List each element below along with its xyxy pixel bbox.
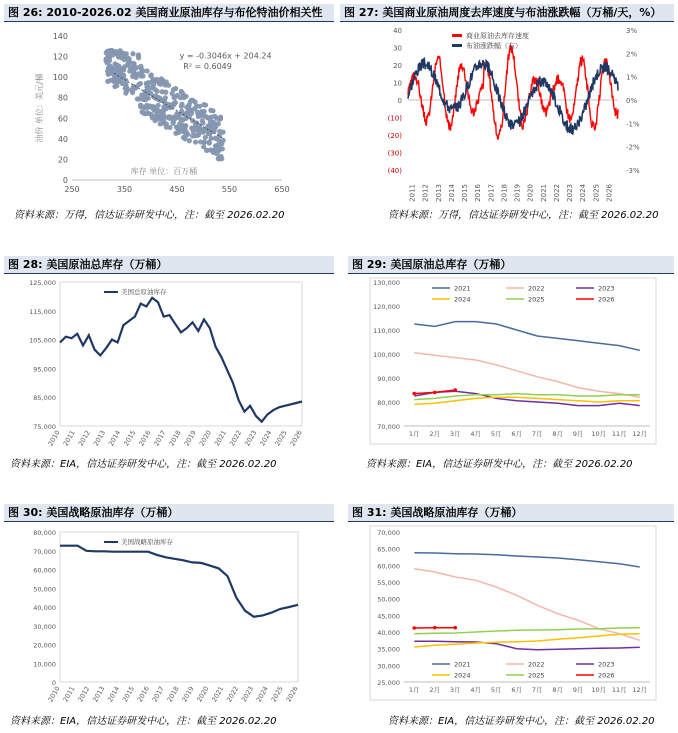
x-tick-label: 2021 <box>210 685 226 704</box>
legend-label: 2026 <box>598 295 615 304</box>
y-tick-label: 70,000 <box>377 529 400 537</box>
chart-31 <box>348 524 674 708</box>
x-tick-label: 7月 <box>531 686 543 694</box>
scatter-point <box>179 89 184 94</box>
x-tick-label: 2月 <box>429 686 441 694</box>
scatter-point <box>111 79 116 84</box>
x-tick-label: 2012 <box>76 685 92 704</box>
series-line-2023 <box>414 641 640 649</box>
scatter-point <box>140 73 145 78</box>
y-tick-label: 40,000 <box>33 604 56 612</box>
scatter-point <box>125 86 130 91</box>
scatter-point <box>182 127 187 132</box>
y-tick-label: 20,000 <box>33 641 56 650</box>
y-tick-label: 60,000 <box>33 566 56 575</box>
y-tick-label: 115,000 <box>29 307 56 316</box>
x-tick-label: 2017 <box>152 429 168 448</box>
x-tick-label: 550 <box>221 185 238 194</box>
legend-label: 2021 <box>454 660 471 669</box>
series-line-2025 <box>414 394 640 400</box>
x-tick-label: 2012 <box>421 184 430 202</box>
scatter-point <box>106 68 111 73</box>
x-tick-label: 9月 <box>572 430 584 438</box>
scatter-point <box>156 112 161 117</box>
scatter-point <box>117 53 122 58</box>
trend-equation: y = -0.3046x + 204.24 <box>179 51 272 61</box>
scatter-point <box>219 141 224 146</box>
x-tick-label: 10月 <box>591 686 607 694</box>
scatter-point <box>185 132 190 137</box>
scatter-point <box>164 79 169 84</box>
x-tick-label: 2021 <box>539 184 548 202</box>
x-tick-label: 2022 <box>552 184 561 202</box>
y-tick-label: 120,000 <box>373 303 400 311</box>
y-tick-label: 75,000 <box>33 423 56 431</box>
y2-tick-label: -1% <box>626 120 640 129</box>
series-marker-2026 <box>433 391 437 395</box>
x-tick-label: 2026 <box>284 685 300 704</box>
y-tick-label: 30,000 <box>33 622 56 631</box>
scatter-point <box>168 105 173 110</box>
figure-31-source: 资料来源：EIA，信达证券研发中心，注：截至 2026.02.20 <box>388 716 655 727</box>
x-tick-label: 2020 <box>195 685 211 704</box>
scatter-point <box>207 140 212 145</box>
x-tick-label: 2015 <box>120 685 137 704</box>
x-tick-label: 2020 <box>526 184 535 202</box>
figure-29-title: 图 29: 美国原油总库存（万桶） <box>348 256 674 274</box>
x-tick-label: 2018 <box>165 685 181 704</box>
y-tick-label: 80,000 <box>33 529 56 537</box>
scatter-point <box>210 108 215 113</box>
y-tick-label: 40 <box>393 27 402 35</box>
legend-label: 商业原油去库存速度 <box>466 32 529 40</box>
y-tick-label: 0 <box>397 97 402 105</box>
y-tick-label: 110,000 <box>373 327 400 335</box>
x-tick-label: 2017 <box>487 184 496 202</box>
y-tick-label: 60 <box>57 114 68 124</box>
x-tick-label: 2015 <box>461 184 470 202</box>
legend-label: 2025 <box>528 671 545 680</box>
scatter-point <box>121 67 126 72</box>
y-tick-label: 40,000 <box>377 629 400 637</box>
x-tick-label: 2023 <box>566 184 575 202</box>
x-tick-label: 2019 <box>182 429 198 448</box>
x-tick-label: 3月 <box>449 430 461 438</box>
series-marker-2026 <box>453 388 457 392</box>
legend-label: 美国战略原油库存 <box>121 538 173 546</box>
scatter-point <box>213 124 218 129</box>
y-tick-label: 60,000 <box>377 562 400 571</box>
scatter-point <box>178 95 183 100</box>
scatter-point <box>201 144 206 149</box>
scatter-point <box>143 89 148 94</box>
scatter-point <box>194 133 199 138</box>
figure-27-source: 资料来源：万得，信达证券研发中心，注：截至 2026.02.20 <box>388 210 659 221</box>
y-tick-label: 80 <box>57 93 68 103</box>
x-tick-label: 2014 <box>107 429 123 448</box>
y-tick-label: 65,000 <box>377 545 400 554</box>
x-tick-label: 12月 <box>632 430 648 438</box>
scatter-point <box>105 79 110 84</box>
x-tick-label: 2014 <box>447 184 456 202</box>
y2-tick-label: 0% <box>626 97 638 105</box>
figure-28-title: 图 28: 美国原油总库存（万桶） <box>4 256 334 274</box>
x-tick-label: 4月 <box>470 430 482 438</box>
scatter-point <box>158 121 163 126</box>
scatter-point <box>168 116 173 121</box>
scatter-point <box>174 130 179 135</box>
y-tick-label: 20 <box>393 62 402 70</box>
scatter-point <box>172 100 177 105</box>
y2-tick-label: 2% <box>626 50 638 59</box>
scatter-point <box>130 87 135 92</box>
scatter-point <box>192 126 197 131</box>
x-tick-label: 2021 <box>212 429 229 448</box>
legend-label: 2025 <box>528 295 545 304</box>
scatter-point <box>217 129 222 134</box>
figure-26-source: 资料来源：万得，信达证券研发中心，注：截至 2026.02.20 <box>14 210 285 221</box>
x-tick-label: 2010 <box>46 429 62 448</box>
x-tick-label: 10月 <box>591 430 607 438</box>
figure-29-source: 资料来源：EIA，信达证券研发中心，注：截至 2026.02.20 <box>366 459 633 470</box>
x-tick-label: 1月 <box>408 430 420 438</box>
chart-28 <box>4 276 334 451</box>
scatter-point <box>189 98 194 103</box>
legend-label: 布油涨跌幅（右） <box>466 42 522 50</box>
y-tick-label: 25,000 <box>377 679 400 687</box>
scatter-point <box>198 139 203 144</box>
y-tick-label: 35,000 <box>377 645 400 654</box>
scatter-point <box>160 89 165 94</box>
y-tick-label: 125,000 <box>29 279 56 287</box>
x-tick-label: 4月 <box>470 686 482 694</box>
scatter-point <box>213 136 218 141</box>
y-tick-label: 100,000 <box>373 351 400 359</box>
y-axis-title: 油价 单位：美元/桶 <box>35 73 44 143</box>
y-tick-label: 70,000 <box>33 547 56 556</box>
x-tick-label: 2017 <box>150 685 166 704</box>
x-tick-label: 2020 <box>197 429 213 448</box>
scatter-point <box>172 114 177 119</box>
scatter-point <box>193 139 198 144</box>
series-line-brent-change <box>408 59 618 135</box>
scatter-point <box>211 120 216 125</box>
x-axis-title: 库存 单位：百万桶 <box>130 167 198 176</box>
series-marker-2026 <box>433 626 437 630</box>
scatter-point <box>106 54 111 59</box>
x-tick-label: 2024 <box>579 184 588 202</box>
series-line <box>60 546 298 617</box>
y-tick-label: 55,000 <box>377 579 400 587</box>
scatter-point <box>183 94 188 99</box>
y-tick-label: 80,000 <box>377 399 400 407</box>
x-tick-label: 2019 <box>513 184 522 202</box>
scatter-point <box>201 102 206 107</box>
scatter-point <box>130 51 135 56</box>
y2-tick-label: -2% <box>626 143 640 152</box>
series-marker-2026 <box>412 392 416 396</box>
chart-29 <box>348 276 674 451</box>
y-tick-label: 130,000 <box>373 279 400 287</box>
scatter-point <box>136 52 141 57</box>
figure-30-source: 资料来源：EIA，信达证券研发中心，注：截至 2026.02.20 <box>10 716 277 727</box>
y2-tick-label: -3% <box>626 167 640 175</box>
scatter-point <box>211 150 216 155</box>
scatter-point <box>126 62 131 67</box>
x-tick-label: 2月 <box>429 430 441 438</box>
x-tick-label: 11月 <box>611 430 627 438</box>
scatter-point <box>183 136 188 141</box>
scatter-point <box>105 59 110 64</box>
x-tick-label: 2013 <box>91 685 107 704</box>
y2-tick-label: 1% <box>626 73 638 82</box>
scatter-point <box>164 125 169 130</box>
scatter-point <box>217 146 222 151</box>
x-tick-label: 2013 <box>91 429 108 448</box>
legend-label: 2023 <box>598 284 615 293</box>
x-tick-label: 2015 <box>122 429 138 448</box>
legend-label: 2026 <box>598 671 615 680</box>
y-tick-label: 30 <box>393 44 402 53</box>
legend-swatch <box>452 44 462 47</box>
x-tick-label: 2016 <box>474 184 483 202</box>
series-line-2024 <box>414 634 640 647</box>
scatter-point <box>156 103 161 108</box>
scatter-point <box>203 135 208 140</box>
scatter-point <box>138 81 143 86</box>
scatter-point <box>132 71 137 76</box>
x-tick-label: 2011 <box>61 685 77 704</box>
chart-26 <box>4 24 334 204</box>
x-tick-label: 8月 <box>552 430 564 438</box>
scatter-point <box>154 78 159 83</box>
series-line-2021 <box>414 553 640 567</box>
scatter-point <box>140 68 145 73</box>
scatter-point <box>134 65 139 70</box>
x-tick-label: 2010 <box>46 685 62 704</box>
scatter-point <box>187 108 192 113</box>
x-tick-label: 11月 <box>611 686 627 694</box>
scatter-point <box>146 96 151 101</box>
scatter-point <box>155 89 160 94</box>
x-tick-label: 2012 <box>76 429 92 448</box>
plot-area <box>60 532 298 682</box>
scatter-point <box>115 71 120 76</box>
y-tick-label: 10,000 <box>33 660 56 669</box>
legend-label: 美国总原油库存 <box>121 288 167 296</box>
x-tick-label: 2011 <box>408 184 417 202</box>
x-tick-label: 2023 <box>239 685 256 704</box>
scatter-point <box>201 130 206 135</box>
y-tick-label: 45,000 <box>377 612 400 621</box>
y-tick-label: (10) <box>387 114 402 123</box>
x-tick-label: 9月 <box>572 686 584 694</box>
x-tick-label: 450 <box>169 185 185 194</box>
scatter-point <box>111 50 116 55</box>
x-tick-label: 2025 <box>592 184 601 202</box>
scatter-point <box>214 116 219 121</box>
x-tick-label: 2018 <box>167 429 183 448</box>
r-squared: R² = 0.6049 <box>183 61 232 71</box>
figure-30-title: 图 30: 美国战略原油库存（万桶） <box>4 504 334 522</box>
series-marker-2026 <box>412 626 416 630</box>
series-line <box>60 298 302 422</box>
x-tick-label: 650 <box>274 185 290 194</box>
figure-28-source: 资料来源：EIA，信达证券研发中心，注：截至 2026.02.20 <box>10 459 277 470</box>
y-tick-label: 105,000 <box>29 336 56 345</box>
y-tick-label: 10 <box>393 79 402 88</box>
legend-label: 2022 <box>528 660 545 669</box>
scatter-point <box>144 81 149 86</box>
chart-30 <box>4 524 334 708</box>
series-marker-2026 <box>453 626 457 630</box>
x-tick-label: 7月 <box>531 430 543 438</box>
x-tick-label: 2022 <box>228 429 244 448</box>
scatter-point <box>181 111 186 116</box>
y-tick-label: 50,000 <box>377 595 400 604</box>
y-tick-label: 140 <box>52 32 68 41</box>
plot-area <box>60 282 302 426</box>
x-tick-label: 2026 <box>605 184 614 202</box>
x-tick-label: 5月 <box>490 430 502 438</box>
chart-27 <box>340 24 674 204</box>
x-tick-label: 2025 <box>269 685 285 704</box>
x-tick-label: 2014 <box>106 685 122 704</box>
legend-label: 2024 <box>454 295 471 304</box>
x-tick-label: 2011 <box>61 429 77 448</box>
y-tick-label: 120 <box>52 52 68 62</box>
x-tick-label: 2023 <box>243 429 259 448</box>
x-tick-label: 12月 <box>632 686 648 694</box>
scatter-point <box>137 96 142 101</box>
series-line-2021 <box>414 322 640 351</box>
scatter-point <box>138 103 143 108</box>
x-tick-label: 2024 <box>258 429 274 448</box>
x-tick-label: 2016 <box>137 429 153 448</box>
x-tick-label: 6月 <box>511 686 523 694</box>
scatter-point <box>206 128 211 133</box>
y-tick-label: (20) <box>387 132 402 140</box>
scatter-point <box>125 57 130 62</box>
x-tick-label: 2016 <box>135 685 151 704</box>
legend-swatch <box>452 34 462 37</box>
y-tick-label: (30) <box>387 149 402 158</box>
figure-27-title: 图 27: 美国商业原油周度去库速度与布油涨跌幅（万桶/天，%） <box>340 4 674 22</box>
scatter-point <box>170 121 175 126</box>
legend-label: 2022 <box>528 284 545 293</box>
y-tick-label: 95,000 <box>33 365 56 374</box>
figure-31-title: 图 31: 美国战略原油库存（万桶） <box>348 504 674 522</box>
x-tick-label: 2018 <box>500 184 509 202</box>
x-tick-label: 3月 <box>449 686 461 694</box>
y-tick-label: 30,000 <box>377 662 400 671</box>
x-tick-label: 2019 <box>180 685 196 704</box>
x-tick-label: 2025 <box>273 429 289 448</box>
y-tick-label: 70,000 <box>377 423 400 431</box>
y-tick-label: 40 <box>57 134 68 144</box>
scatter-point <box>172 94 177 99</box>
x-tick-label: 2026 <box>288 429 304 448</box>
scatter-point <box>145 105 150 110</box>
y-tick-label: 0 <box>51 679 56 687</box>
y-tick-label: 85,000 <box>33 394 56 403</box>
y2-tick-label: 3% <box>626 27 638 35</box>
x-tick-label: 2013 <box>434 184 443 202</box>
y-tick-label: 90,000 <box>377 375 400 383</box>
legend-label: 2024 <box>454 671 471 680</box>
y-tick-label: (40) <box>387 167 402 175</box>
x-tick-label: 250 <box>64 185 80 194</box>
y-tick-label: 50,000 <box>33 585 56 594</box>
y-tick-label: 100 <box>52 73 68 83</box>
y-tick-label: 0 <box>62 176 68 185</box>
figure-26-title: 图 26: 2010-2026.02 美国商业原油库存与布伦特油价相关性 <box>4 4 334 22</box>
x-tick-label: 2024 <box>254 685 270 704</box>
scatter-point <box>143 111 148 116</box>
scatter-point <box>209 114 214 119</box>
x-tick-label: 350 <box>116 185 133 194</box>
x-tick-label: 6月 <box>511 430 523 438</box>
scatter-point <box>179 102 184 107</box>
scatter-point <box>195 109 200 114</box>
x-tick-label: 2022 <box>225 685 241 704</box>
scatter-point <box>148 112 153 117</box>
y-tick-label: 20 <box>57 155 68 165</box>
x-tick-label: 5月 <box>490 686 502 694</box>
legend-label: 2023 <box>598 660 615 669</box>
x-tick-label: 1月 <box>408 686 420 694</box>
legend-label: 2021 <box>454 284 471 293</box>
scatter-point <box>112 84 117 89</box>
x-tick-label: 8月 <box>552 686 564 694</box>
